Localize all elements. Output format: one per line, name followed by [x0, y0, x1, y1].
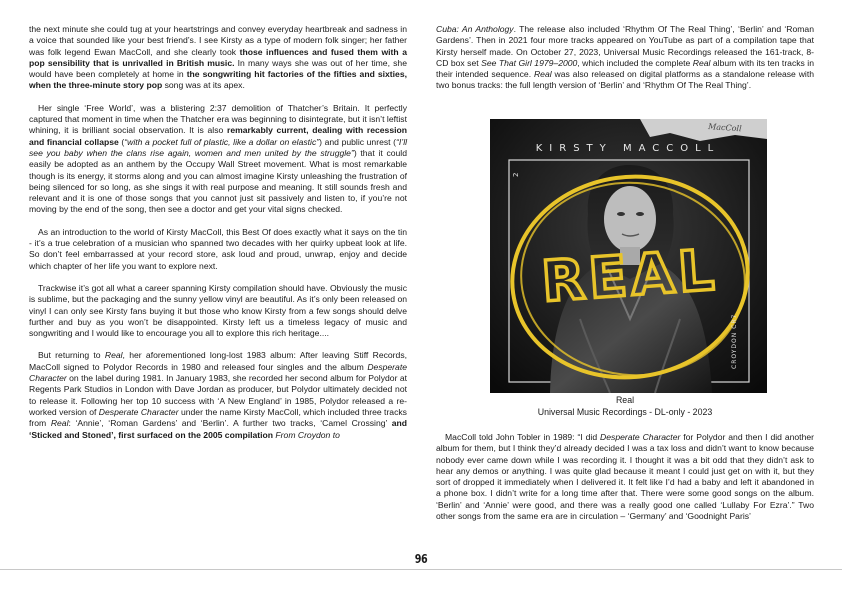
paragraph: But returning to Real, her aforementioned long-lost 1983 album: After leaving Stiff Records, MacColl signed to Polydor Records in 1980 and released four singles and the album Desperate Character on the label during 1981. In January 1983, she recorded her second album for Polydor at Regents Park Studios in London with Dave Jordan as producer, but Polydor ultimately decided not to release it. Following her top 10 success with ‘A New England’ in 1985, Polydor released a re-worked version of Desperate Character under the name Kirsty MacColl, which included three tracks from Real: ‘Annie’, ‘Roman Gardens’ and ‘Berlin’. A further two tracks, ‘Camel Crossing’ and ‘Sticked and Stoned’, first surfaced on the 2005 compilation From Croydon to [29, 350, 407, 440]
caption-title: Real [615, 395, 635, 405]
right-column [436, 24, 814, 103]
left-column [29, 24, 407, 452]
paragraph: As an introduction to the world of Kirsty MacColl, this Best Of does exactly what it says on the tin - it’s a true celebration of a musician who spanned two decades with her quirky upbeat look at life. So don’t feel embarrassed at your record store, ask loud and proud, unwrap, enjoy and decide which chapter of her life you want to explore next. [29, 226, 407, 271]
album-side-number: 2 [512, 172, 520, 177]
image-caption [436, 395, 814, 418]
paragraph: Her single ‘Free World’, was a blistering 2:37 demolition of Thatcher’s Britain. It perfectly captured that moment in time when the Thatcher era was beginning to disintegrate, but it isn’t leftist whining, it is brilliant social observation. It is also remarkably current, dealing with recession and financial collapse (“with a pocket full of plastic, like a dollar on elastic”) and public unrest (“I’ll see you baby when the clans rise again, women and men united by the struggle”) that it could easily be adopted as an anthem by the Occupy Wall Street movement. What is most remarkable though is its energy, it storms along and you can almost imagine Kirsty unleashing the frustration of being silenced for so long, as she sings it with real purpose and meaning. It still sounds fresh and relevant and it is one of those songs that you cannot just sit passively and listen to, if you’re not moving by the end of the song, then see a doctor and get your vital signs checked. [29, 102, 408, 215]
album-artist-text: KIRSTY MACCOLL [535, 143, 721, 154]
right-column-lower [436, 432, 814, 533]
footer-divider [0, 569, 842, 570]
album-side-text: CROYDON CR7 [731, 313, 738, 369]
page-number: 96 [414, 552, 428, 566]
paragraph: the next minute she could tug at your heartstrings and convey everyday heartbreak and sadness in a voice that sounded like your best friend’s. I see Kirsty as a type of modern folk singer; her father was folk legend Ewan MacColl, and she clearly took those influences and fused them with a pop sensibility that is unrivalled in British music. In many ways she was out of her time, she would have been completely at home in the songwriting hit factories of the fifties and sixties, when the three-minute story pop song was at its apex. [29, 24, 407, 91]
paragraph: Cuba: An Anthology. The release also included ‘Rhythm Of The Real Thing’, ‘Berlin’ and ‘Roman Gardens’. Then in 2021 four more tracks appeared on YouTube as part of a compilation tape that Kirsty herself made. On October 27, 2023, Universal Music Recordings released the 161-track, 8-CD box set See That Girl 1979–2000, which included the complete Real album with its ten tracks in their intended sequence. Real was also released on digital platforms as a standalone release with two bonus tracks: the full length version of ‘Berlin’ and ‘Rhythm Of The Real Thing’. [436, 24, 814, 91]
caption-details: Universal Music Recordings - DL-only - 2023 [537, 406, 713, 417]
album-cover-image [490, 119, 767, 393]
poster-corner-text: MacColl [707, 122, 742, 134]
paragraph: MacColl told John Tobler in 1989: “I did Desperate Character for Polydor and then I did another album for them, but I think they’d already decided I was a tax loss and didn’t want to know because nobody ever came down while I was recording it. I thought it was a bit odd that they didn’t ask to hear any demos or anything. I was quite glad because it meant I could just get on with it, but they sort of dropped it immediately when I delivered it. It felt like I’d had a baby and left it abandoned in a phone box. I didn’t write for a long time after that. There were some good songs on the album. ‘Berlin’ and ‘Annie’ were good, and there was a really good one called ‘Lullaby For Ezra’.” Two other songs from the same era are in circulation – ‘Germany’ and ‘Goodnight Paris’ [436, 432, 814, 522]
album-title-text: REAL [539, 237, 721, 316]
paragraph: Trackwise it’s got all what a career spanning Kirsty compilation should have. Obviously the music is sublime, but the packaging and the sunny yellow vinyl are beautiful. As it’s only been released on vinyl I can only see Kirsty fans buying it but those who know Kirsty from a few songs should delve further and buy as you won’t be disappointed. Kirsty left us a timeless legacy of music and songwriting and I would like to encourage you all to explore this rich heritage.... [29, 282, 407, 339]
album-cover-artwork [490, 119, 767, 393]
